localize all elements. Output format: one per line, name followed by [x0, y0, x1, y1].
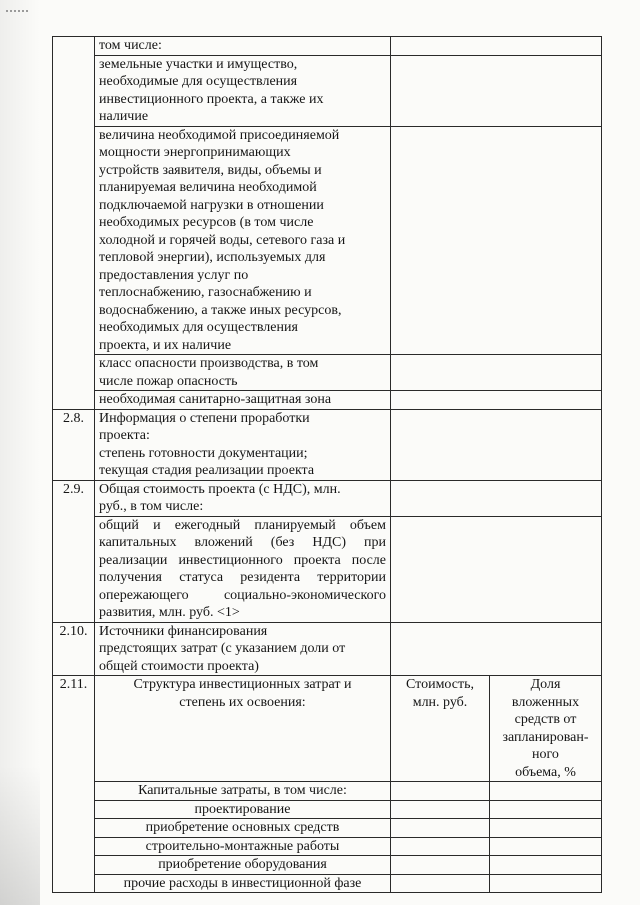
- value-cell: [391, 480, 602, 516]
- cost-value-cell: [391, 800, 490, 819]
- project-info-table: [52, 36, 602, 893]
- row-text-cell: необходимая санитарно-защитная зона: [95, 391, 391, 410]
- value-cell: [391, 391, 602, 410]
- row-text-cell: том числе:: [95, 37, 391, 56]
- value-cell: [391, 355, 602, 391]
- value-cell: [391, 126, 602, 355]
- value-cell: [391, 55, 602, 126]
- value-cell: [391, 516, 602, 622]
- row-text-cell: класс опасности производства, в том числе пожар опасность: [95, 355, 391, 391]
- row-number-cell: [53, 37, 95, 410]
- share-value-cell: [490, 782, 602, 801]
- row-text-cell: общий и ежегодный планируемый объем капитальных вложений (без НДС) при реализации инвестиционного проекта после получения статуса резидента территории опережающего социально-экономического развития, млн. руб. <1>: [95, 516, 391, 622]
- cost-item-cell: прочие расходы в инвестиционной фазе: [95, 874, 391, 893]
- scan-shadow-bottom: [0, 765, 40, 905]
- share-value-cell: [490, 837, 602, 856]
- table-row: [53, 800, 602, 819]
- cost-value-cell: [391, 874, 490, 893]
- row-number-cell: 2.9.: [53, 480, 95, 622]
- cost-item-cell: Капитальные затраты, в том числе:: [95, 782, 391, 801]
- table-row: [53, 355, 602, 391]
- cost-item-cell: приобретение оборудования: [95, 856, 391, 875]
- row-text-cell: Информация о степени проработки проекта: степень готовности документации; текущая стадия реализации проекта: [95, 409, 391, 480]
- row-number-cell: 2.11.: [53, 676, 95, 893]
- table-row: [53, 819, 602, 838]
- table-row: [53, 55, 602, 126]
- row-text-cell: земельные участки и имущество, необходимые для осуществления инвестиционного проекта, а также их наличие: [95, 55, 391, 126]
- share-value-cell: [490, 856, 602, 875]
- table-row: [53, 856, 602, 875]
- row-text-cell: Источники финансирования предстоящих затрат (с указанием доли от общей стоимости проекта): [95, 622, 391, 676]
- value-cell: [391, 37, 602, 56]
- table-row: [53, 516, 602, 622]
- cost-value-cell: [391, 819, 490, 838]
- row-text-cell: Общая стоимость проекта (с НДС), млн. руб., в том числе:: [95, 480, 391, 516]
- cost-value-cell: [391, 837, 490, 856]
- cost-header-cell: Стоимость, млн. руб.: [391, 676, 490, 782]
- table-row: [53, 837, 602, 856]
- share-header-cell: Доля вложенных средств от запланирован- ного объема, %: [490, 676, 602, 782]
- value-cell: [391, 409, 602, 480]
- cost-item-cell: проектирование: [95, 800, 391, 819]
- cost-item-cell: приобретение основных средств: [95, 819, 391, 838]
- table-row: [53, 391, 602, 410]
- table-row: [53, 409, 602, 480]
- share-value-cell: [490, 819, 602, 838]
- table-row: [53, 126, 602, 355]
- structure-header-cell: Структура инвестиционных затрат и степень их освоения:: [95, 676, 391, 782]
- cost-item-cell: строительно-монтажные работы: [95, 837, 391, 856]
- cost-value-cell: [391, 856, 490, 875]
- value-cell: [391, 622, 602, 676]
- share-value-cell: [490, 800, 602, 819]
- share-value-cell: [490, 874, 602, 893]
- table-row: [53, 480, 602, 516]
- row-number-cell: 2.8.: [53, 409, 95, 480]
- row-number-cell: 2.10.: [53, 622, 95, 676]
- table-row: [53, 676, 602, 782]
- table-row: [53, 874, 602, 893]
- cost-value-cell: [391, 782, 490, 801]
- row-text-cell: величина необходимой присоединяемой мощности энергопринимающих устройств заявителя, виды, объемы и планируемая величина необходимой подключаемой нагрузки в отношении необходимых ресурсов (в том числе холодной и горячей воды, сетевого газа и тепловой энергии), используемых для предоставления услуг по теплоснабжению, газоснабжению и водоснабжению, а также иных ресурсов, необходимых для осуществления проекта, и их наличие: [95, 126, 391, 355]
- table-row: [53, 782, 602, 801]
- table-row: [53, 622, 602, 676]
- table-row: [53, 37, 602, 56]
- scan-corner-mark: [6, 10, 28, 18]
